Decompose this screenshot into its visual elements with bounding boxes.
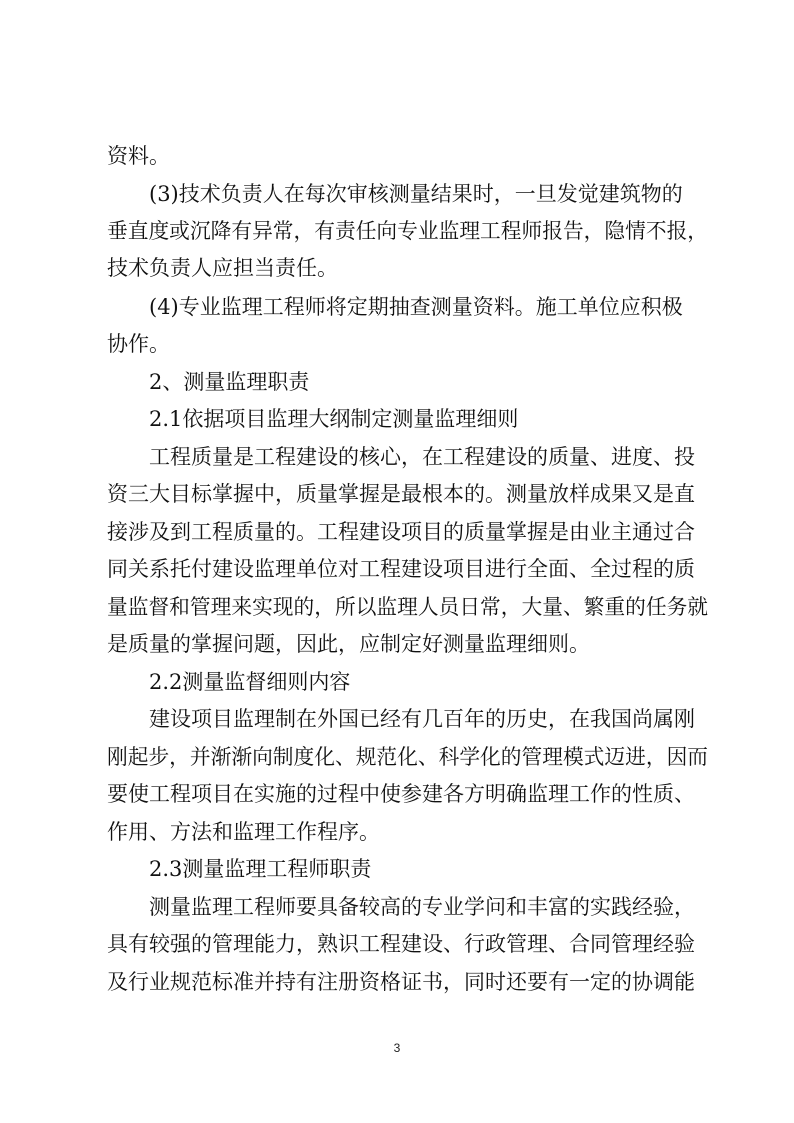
text-line <box>0 250 794 286</box>
line-text: 资三大目标掌握中，质量掌握是最根本的。测量放样成果又是直 <box>107 482 695 506</box>
text-line <box>0 476 794 512</box>
line-text: 具有较强的管理能力，熟识工程建设、行政管理、合同管理经验 <box>107 932 695 956</box>
text-line <box>0 776 794 812</box>
page-number: 3 <box>393 1041 401 1055</box>
line-text: 资料。 <box>107 144 170 168</box>
line-text: 作用、方法和监理工作程序。 <box>107 820 380 844</box>
text-line <box>0 138 794 174</box>
text-line <box>0 701 794 737</box>
text-line <box>0 739 794 775</box>
text-line <box>0 289 794 325</box>
text-line <box>0 326 794 362</box>
text-line <box>0 514 794 550</box>
text-line <box>0 176 794 212</box>
line-text: 垂直度或沉降有异常，有责任向专业监理工程师报告，隐情不报， <box>107 219 709 243</box>
text-line <box>0 439 794 475</box>
text-line <box>0 551 794 587</box>
line-text: 2.1依据项目监理大纲制定测量监理细则 <box>149 407 519 431</box>
line-text: (4)专业监理工程师将定期抽查测量资料。施工单位应积极 <box>149 295 683 319</box>
subsection-heading <box>0 401 794 437</box>
line-text: 工程质量是工程建设的核心，在工程建设的质量、进度、投 <box>149 445 695 469</box>
line-text: (3)技术负责人在每次审核测量结果时，一旦发觉建筑物的 <box>149 182 683 206</box>
text-line <box>0 814 794 850</box>
line-text: 测量监理工程师要具备较高的专业学问和丰富的实践经验， <box>149 895 695 919</box>
line-text: 协作。 <box>107 332 170 356</box>
line-text: 2.3测量监理工程师职责 <box>149 857 372 881</box>
line-text: 同关系托付建设监理单位对工程建设项目进行全面、全过程的质 <box>107 557 695 581</box>
text-line <box>0 889 794 925</box>
subsection-heading <box>0 664 794 700</box>
subsection-heading <box>0 851 794 887</box>
text-line <box>0 926 794 962</box>
line-text: 2.2测量监督细则内容 <box>149 670 351 694</box>
line-text: 2、测量监理职责 <box>149 370 310 394</box>
line-text: 建设项目监理制在外国已经有几百年的历史，在我国尚属刚 <box>149 707 695 731</box>
line-text: 技术负责人应担当责任。 <box>107 256 338 280</box>
line-text: 及行业规范标准并持有注册资格证书，同时还要有一定的协调能 <box>107 970 695 994</box>
text-line <box>0 626 794 662</box>
text-line <box>0 213 794 249</box>
line-text: 是质量的掌握问题，因此，应制定好测量监理细则。 <box>107 632 590 656</box>
line-text: 接涉及到工程质量的。工程建设项目的质量掌握是由业主通过合 <box>107 520 695 544</box>
line-text: 量监督和管理来实现的，所以监理人员日常，大量、繁重的任务就 <box>107 595 709 619</box>
line-text: 刚起步，并渐渐向制度化、规范化、科学化的管理模式迈进，因而 <box>107 745 709 769</box>
text-line <box>0 964 794 1000</box>
text-line <box>0 589 794 625</box>
section-heading <box>0 364 794 400</box>
line-text: 要使工程项目在实施的过程中使参建各方明确监理工作的性质、 <box>107 782 695 806</box>
